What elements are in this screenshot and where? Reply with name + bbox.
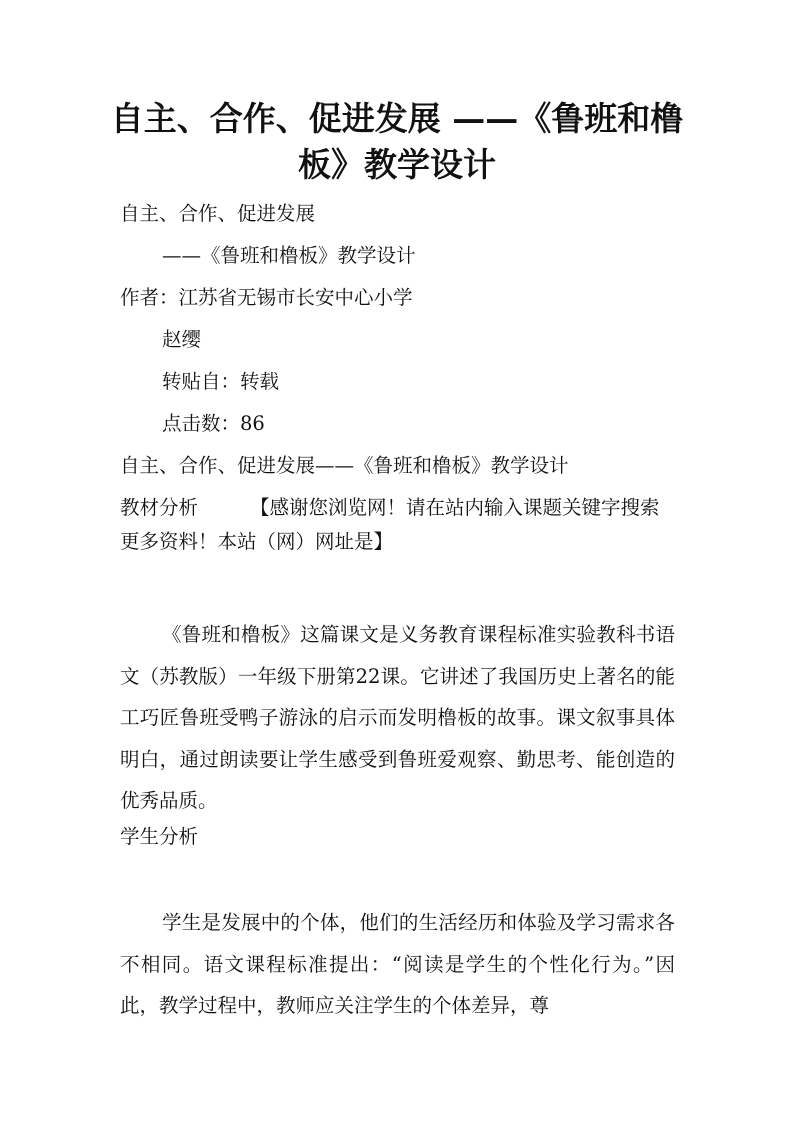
heading-line-1: 自主、合作、促进发展 [120,202,316,225]
site-notice: 【感谢您浏览网！请在站内输入课题关键字搜索更多资料！本站（网）网址是】 [120,496,660,553]
section-label-material: 教材分析 [120,496,199,519]
material-paragraph: 《鲁班和橹板》这篇课文是义务教育课程标准实验教科书语文（苏教版）一年级下册第22课。它讲述了我国历史上著名的能工巧匠鲁班受鸭子游泳的启示而发明橹板的故事。课文叙事具体明白，通过朗读要让学生感受到鲁班爱观察、勤思考、能创造的优秀品质。 [120,623,675,813]
subtitle-repeat: 自主、合作、促进发展——《鲁班和橹板》教学设计 [120,454,569,477]
document-title: 自主、合作、促进发展 ——《鲁班和橹板》教学设计 [110,99,684,184]
author-name: 赵缨 [162,328,202,351]
repost-source: 转贴自：转载 [162,370,280,393]
click-count: 点击数：86 [162,412,265,435]
student-paragraph: 学生是发展中的个体，他们的生活经历和体验及学习需求各不相同。语文课程标准提出：“阅读是学生的个性化行为。”因此，教学过程中，教师应关注学生的个体差异，尊 [120,911,675,1018]
section-label-student: 学生分析 [120,825,199,848]
author-line: 作者：江苏省无锡市长安中心小学 [120,286,413,309]
material-header [120,491,675,559]
heading-line-2: ——《鲁班和橹板》教学设计 [162,244,416,267]
